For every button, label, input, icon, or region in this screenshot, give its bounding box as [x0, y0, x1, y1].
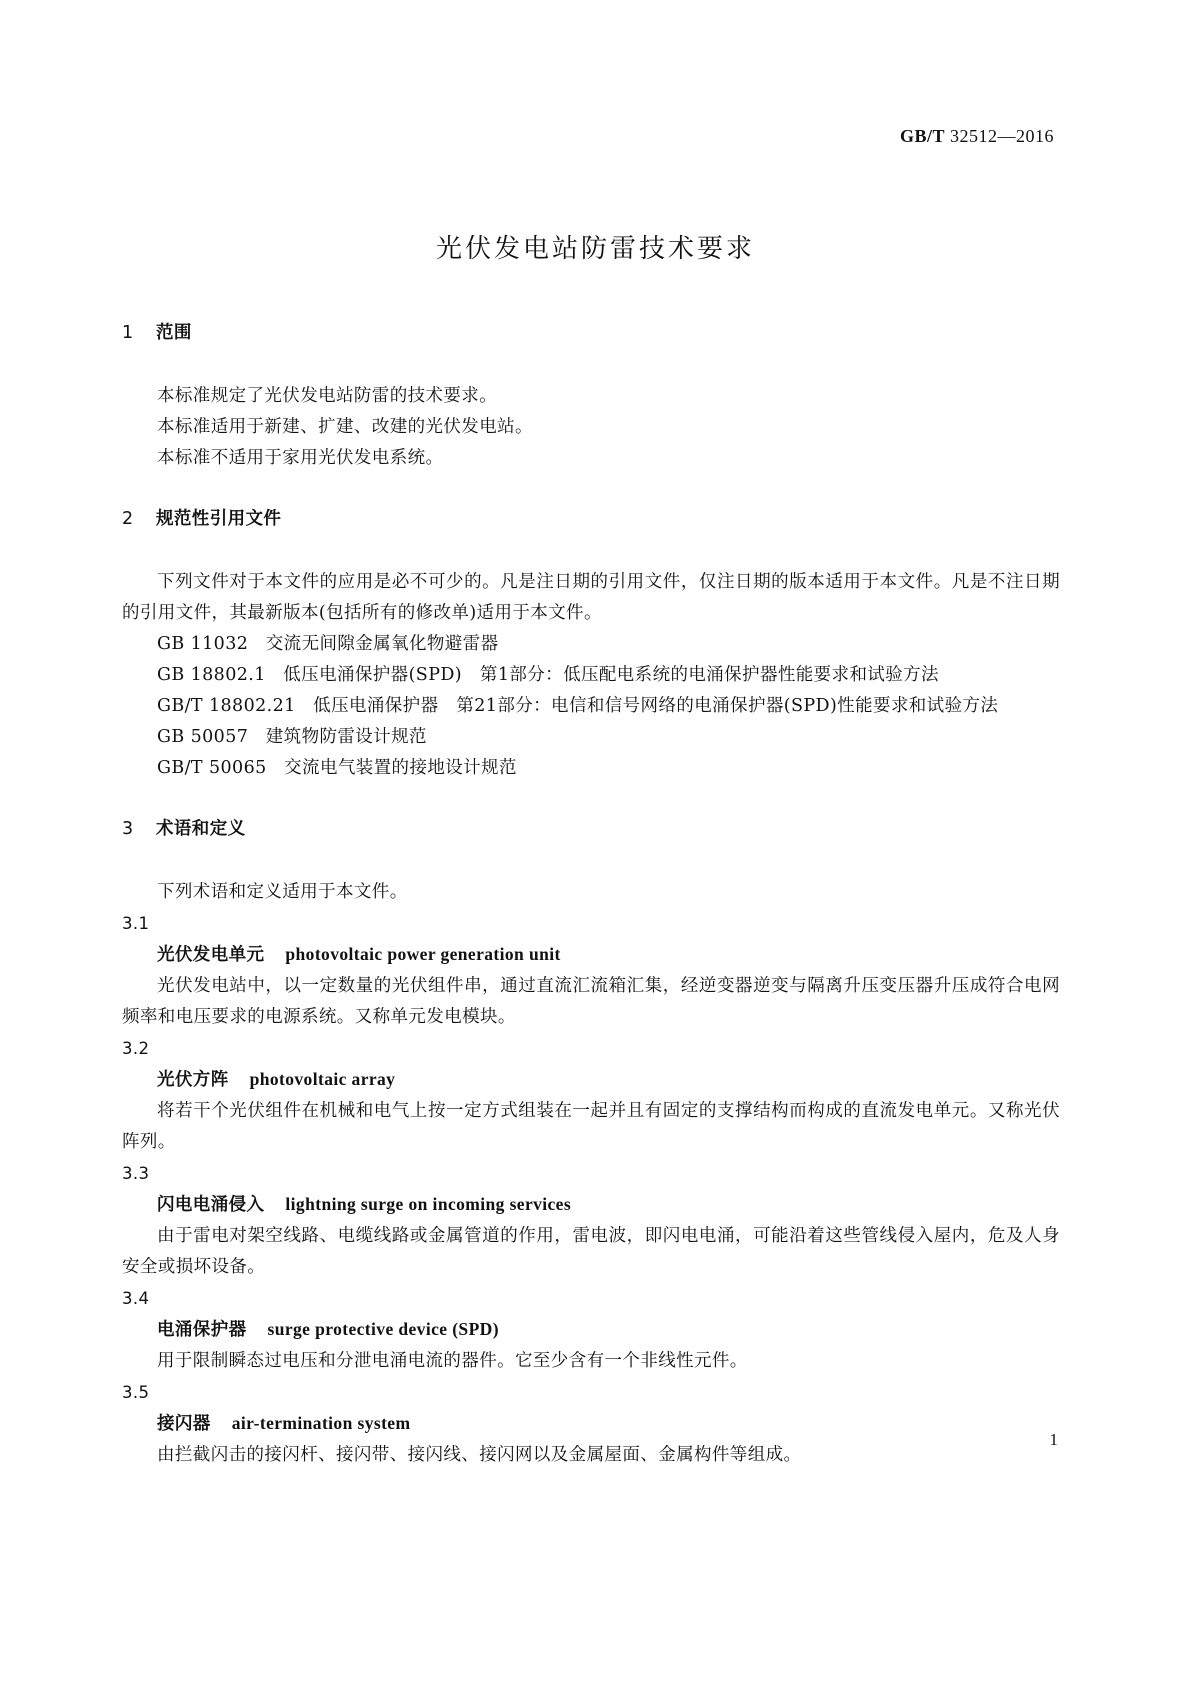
term-definition: 将若干个光伏组件在机械和电气上按一定方式组装在一起并且有固定的支撑结构而构成的直流发电单元。又称光伏阵列。: [122, 1101, 1060, 1152]
section-title: 规范性引用文件: [156, 509, 282, 529]
term-en: lightning surge on incoming services: [285, 1194, 572, 1214]
term-definition: 由于雷电对架空线路、电缆线路或金属管道的作用，雷电波，即闪电电涌，可能沿着这些管线侵入屋内，危及人身安全或损坏设备。: [122, 1226, 1060, 1277]
term-number: 3.5: [122, 1383, 150, 1402]
reference-title: 低压电涌保护器 第21部分：电信和信号网络的电涌保护器(SPD)性能要求和试验方法: [313, 696, 999, 716]
term-name: [122, 1408, 1060, 1440]
term-en: photovoltaic array: [249, 1069, 396, 1089]
term-zh: 光伏发电单元: [157, 945, 265, 965]
term-en: photovoltaic power generation unit: [285, 944, 561, 964]
term-zh: 光伏方阵: [157, 1070, 229, 1090]
document-title: 光伏发电站防雷技术要求: [435, 234, 755, 264]
paragraph: 下列术语和定义适用于本文件。: [157, 882, 408, 902]
paragraph: 本标准不适用于家用光伏发电系统。: [157, 448, 444, 468]
reference-code: GB 18802.1: [157, 665, 266, 685]
page-number: 1: [1049, 1430, 1058, 1449]
term-zh: 电涌保护器: [157, 1320, 247, 1340]
paragraph: 本标准适用于新建、扩建、改建的光伏发电站。: [157, 417, 533, 437]
term-zh: 闪电电涌侵入: [157, 1195, 265, 1215]
reference-code: GB/T 50065: [157, 758, 267, 778]
standard-prefix: GB/T: [899, 126, 945, 146]
term-zh: 接闪器: [157, 1414, 211, 1434]
reference-code: GB 50057: [157, 727, 249, 747]
reference-item: [122, 691, 1060, 722]
reference-title: 建筑物防雷设计规范: [265, 727, 427, 747]
term-number: 3.1: [122, 914, 150, 933]
reference-code: GB 11032: [157, 634, 249, 654]
document-body: [122, 318, 1060, 1471]
section-number: 3: [122, 819, 134, 839]
term-definition: 用于限制瞬态过电压和分泄电涌电流的器件。它至少含有一个非线性元件。: [157, 1351, 748, 1371]
reference-item: [122, 629, 1060, 660]
section-title: 范围: [156, 323, 192, 343]
term-number: 3.2: [122, 1039, 150, 1058]
reference-title: 交流电气装置的接地设计规范: [284, 758, 517, 778]
section-heading-normative-references: [122, 504, 1060, 535]
term-en: air-termination system: [231, 1413, 411, 1433]
reference-code: GB/T 18802.21: [157, 696, 296, 716]
term-number: 3.3: [122, 1164, 150, 1183]
term-definition: 由拦截闪击的接闪杆、接闪带、接闪线、接闪网以及金属屋面、金属构件等组成。: [157, 1445, 802, 1465]
term-number: 3.4: [122, 1289, 150, 1308]
term-definition: 光伏发电站中，以一定数量的光伏组件串，通过直流汇流箱汇集，经逆变器逆变与隔离升压变压器升压成符合电网频率和电压要求的电源系统。又称单元发电模块。: [122, 976, 1060, 1027]
section-number: 1: [122, 323, 134, 343]
term-name: [122, 1314, 1060, 1346]
section-number: 2: [122, 509, 134, 529]
term-name: [122, 939, 1060, 971]
reference-title: 低压电涌保护器(SPD) 第1部分：低压配电系统的电涌保护器性能要求和试验方法: [283, 665, 939, 685]
standard-code: [900, 126, 1054, 147]
standard-number: 32512—2016: [950, 126, 1054, 146]
paragraph: 本标准规定了光伏发电站防雷的技术要求。: [157, 386, 498, 406]
section-heading-terms-definitions: [122, 814, 1060, 845]
reference-item: [122, 722, 1060, 753]
term-name: [122, 1064, 1060, 1096]
section-heading-scope: [122, 318, 1060, 349]
paragraph: 下列文件对于本文件的应用是必不可少的。凡是注日期的引用文件，仅注日期的版本适用于本文件。凡是不注日期的引用文件，其最新版本(包括所有的修改单)适用于本文件。: [122, 572, 1060, 623]
reference-title: 交流无间隙金属氧化物避雷器: [265, 634, 499, 654]
reference-item: [122, 660, 1060, 691]
term-en: surge protective device (SPD): [267, 1319, 499, 1339]
reference-item: [122, 753, 1060, 784]
section-title: 术语和定义: [156, 819, 246, 839]
term-name: [122, 1189, 1060, 1221]
